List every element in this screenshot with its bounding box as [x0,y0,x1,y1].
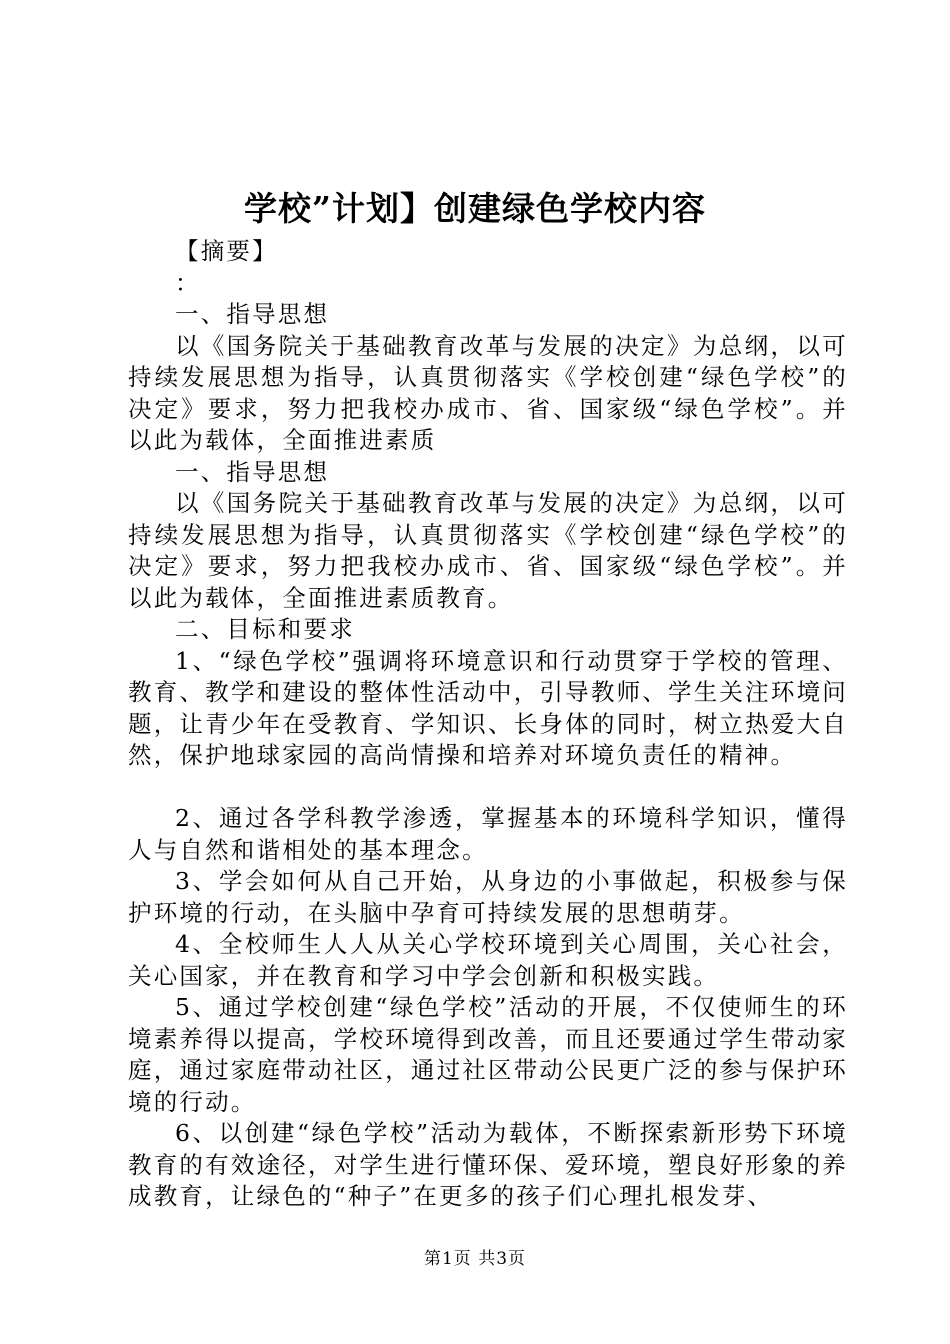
list-item: 6、以创建“绿色学校”活动为载体，不断探索新形势下环境教育的有效途径，对学生进行懂环保、爱环境，塑良好形象的养成教育，让绿色的“种子”在更多的孩子们心理扎根发芽、 [128,1119,848,1210]
list-item: 3、学会如何从自己开始，从身边的小事做起，积极参与保护环境的行动，在头脑中孕育可持续发展的思想萌芽。 [128,867,848,927]
abstract-colon: ： [175,268,201,297]
document-body [128,236,848,1213]
list-item: 4、全校师生人人从关心学校环境到关心周围，关心社会，关心国家，并在教育和学习中学会创新和积极实践。 [128,930,848,990]
body-paragraph: 以《国务院关于基础教育改革与发展的决定》为总纲，以可持续发展思想为指导，认真贯彻落实《学校创建“绿色学校”的决定》要求，努力把我校办成市、省、国家级“绿色学校”。并以此为载体，全面推进素质 [128,331,848,454]
section-heading: 二、目标和要求 [175,615,355,643]
section-heading: 一、指导思想 [175,457,330,486]
list-item: 2、通过各学科教学渗透，掌握基本的环境科学知识，懂得人与自然和谐相处的基本理念。 [128,804,848,864]
body-paragraph: 以《国务院关于基础教育改革与发展的决定》为总纲，以可持续发展思想为指导，认真贯彻落实《学校创建“绿色学校”的决定》要求，努力把我校办成市、省、国家级“绿色学校”。并以此为载体，全面推进素质教育。 [128,489,848,612]
list-item: 1、“绿色学校”强调将环境意识和行动贯穿于学校的管理、教育、教学和建设的整体性活动中，引导教师、学生关注环境问题，让青少年在受教育、学知识、长身体的同时，树立热爱大自然，保护地球家园的高尚情操和培养对环境负责任的精神。 [128,646,848,769]
abstract-label: 【摘要】 [175,237,278,265]
section-heading: 一、指导思想 [175,300,330,328]
document-title: 学校”计划】创建绿色学校内容 [244,189,706,228]
list-item: 5、通过学校创建“绿色学校”活动的开展，不仅使师生的环境素养得以提高，学校环境得到改善，而且还要通过学生带动家庭，通过家庭带动社区，通过社区带动公民更广泛的参与保护环境的行动。 [128,993,848,1116]
page-number-footer: 第1页 共3页 [423,1249,527,1269]
